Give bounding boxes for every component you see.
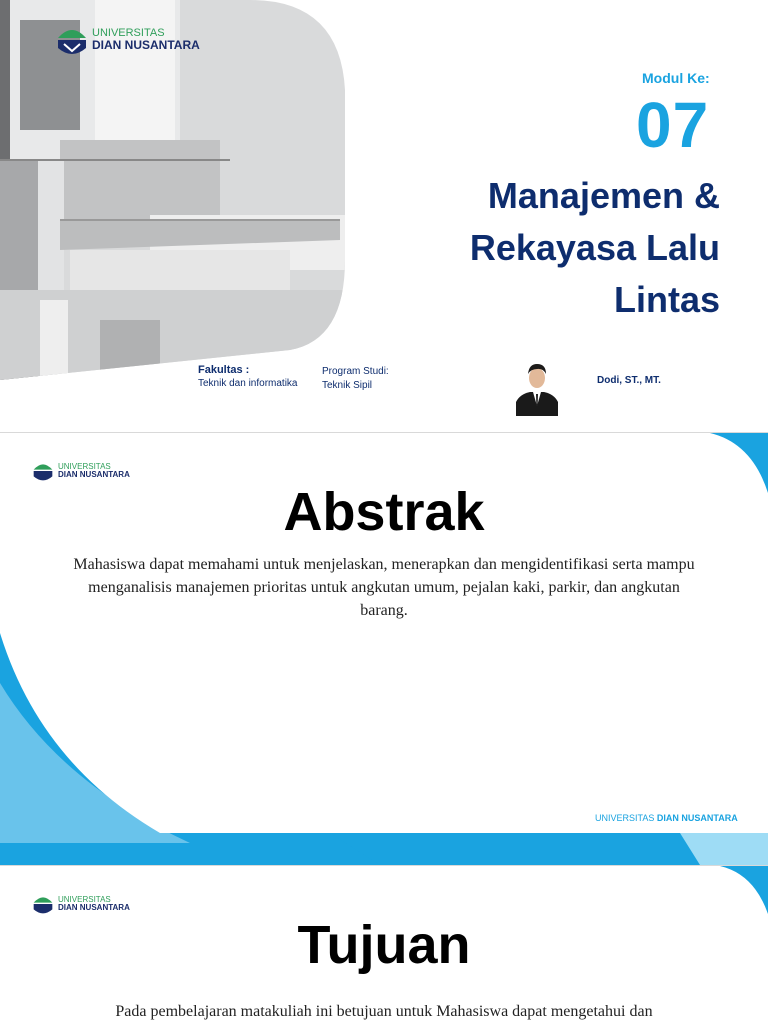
faculty-label: Fakultas : — [198, 364, 250, 376]
building-photo — [0, 0, 360, 390]
modul-label: Modul Ke: — [642, 70, 710, 86]
logo-line1: UNIVERSITAS — [58, 461, 111, 471]
title-line-1: Manajemen & — [487, 175, 720, 216]
abstrak-body: Mahasiswa dapat memahami untuk menjelaskan, menerapkan dan mengidentifikasi serta mampu menganalisis manajemen prioritas untuk angkutan umum, pejalan kaki, parkir, dan angkutan barang. — [73, 556, 695, 619]
lecturer-name: Dodi, ST., MT. — [597, 375, 661, 386]
tujuan-slide — [0, 866, 768, 1024]
logo-line2: DIAN NUSANTARA — [58, 903, 130, 912]
course-title — [380, 170, 720, 326]
university-logo — [56, 22, 200, 58]
tujuan-body: Pada pembelajaran matakuliah ini betujuan untuk Mahasiswa dapat mengetahui dan — [115, 1003, 653, 1020]
cover-slide — [0, 0, 768, 432]
title-line-3: Lintas — [613, 279, 720, 320]
faculty-value: Teknik dan informatika — [198, 378, 298, 389]
logo-emblem-icon — [32, 459, 54, 483]
logo-emblem-icon — [56, 22, 88, 58]
program-label: Program Studi: — [322, 366, 389, 377]
logo-emblem-icon — [32, 892, 54, 916]
university-logo-small — [32, 459, 130, 483]
footer-brand-bold: DIAN NUSANTARA — [656, 813, 738, 823]
logo-line2: DIAN NUSANTARA — [92, 38, 200, 53]
program-value: Teknik Sipil — [322, 380, 373, 391]
abstrak-heading: Abstrak — [283, 482, 485, 542]
logo-line1: UNIVERSITAS — [58, 894, 111, 904]
footer-brand — [595, 813, 738, 823]
modul-number: 07 — [636, 89, 710, 161]
title-line-2: Rekayasa Lalu — [469, 227, 720, 268]
footer-brand-light: UNIVERSITAS — [595, 813, 655, 823]
abstrak-slide — [0, 433, 768, 865]
lecturer-photo — [516, 356, 558, 416]
logo-line1: UNIVERSITAS — [92, 26, 165, 39]
university-logo-small — [32, 892, 130, 916]
tujuan-heading: Tujuan — [297, 915, 471, 975]
logo-line2: DIAN NUSANTARA — [58, 470, 130, 479]
